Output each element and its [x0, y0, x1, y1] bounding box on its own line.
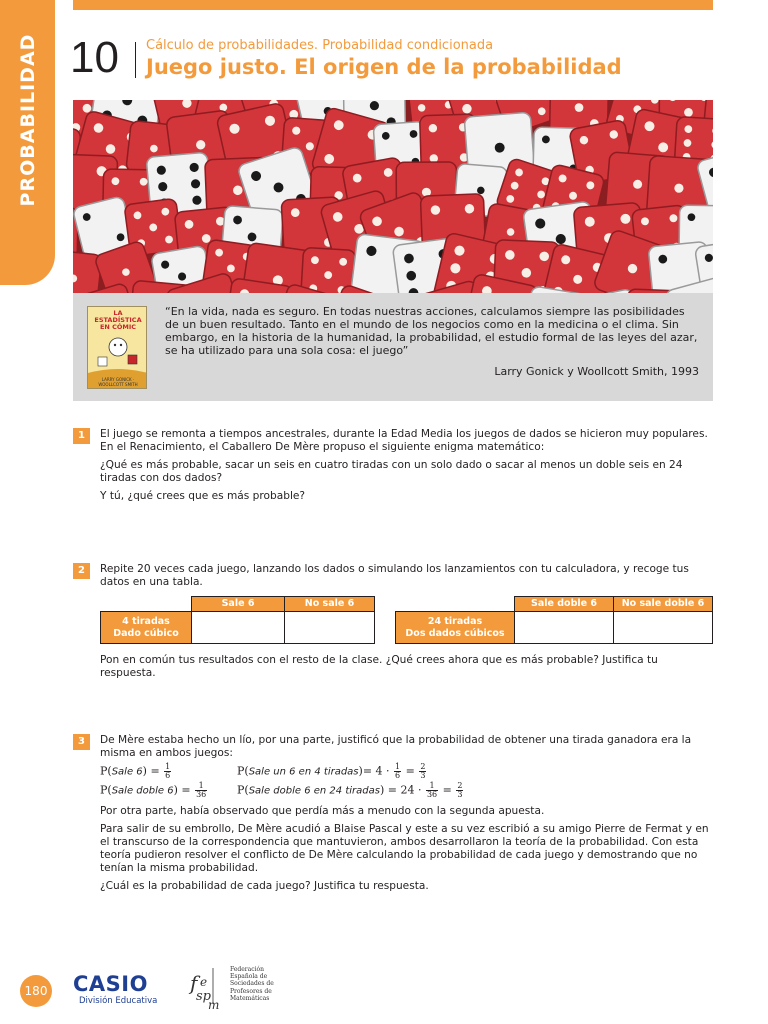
quote-author: Larry Gonick y Woollcott Smith, 1993: [494, 365, 699, 378]
results-table-one-die: [100, 596, 375, 644]
activity-3-paragraph: Para salir de su embrollo, De Mère acudió a Blaise Pascal y este a su vez escribió a su amigo Pierre de Fermat y en el transcurso de la correspondencia que mantuvieron, ambos desarrollaron la teoría de la probabilidad. Con esta teoría pudieron resolver el conflicto de De Mère calculando la probabilidad de cada juego y demostrando que no tenían la misma probabilidad.: [100, 823, 709, 874]
table-input-cell[interactable]: [192, 612, 285, 644]
book-cover-image: [87, 306, 147, 389]
activity-1-question: ¿Qué es más probable, sacar un seis en cuatro tiradas con un solo dado o sacar al menos un doble seis en 24 tiradas con dos dados?: [100, 459, 683, 484]
casio-brand: CASIO: [73, 972, 148, 996]
unit-subtitle: Cálculo de probabilidades. Probabilidad condicionada: [146, 38, 494, 53]
fraction: $\frac{1}{6}$: [395, 762, 401, 780]
fespm-name: [230, 966, 274, 1002]
activity-3-question: ¿Cuál es la probabilidad de cada juego? Justifica tu respuesta.: [100, 880, 429, 892]
section-side-tab: [0, 0, 55, 285]
book-cover-title: LA ESTADÍSTICA EN CÓMIC: [94, 309, 142, 331]
activity-2-outro-body: [100, 654, 713, 685]
fespm-logo-icon: [186, 966, 228, 1010]
book-cover-authors: LARRY GONICK · WOOLLCOTT SMITH: [98, 377, 138, 387]
svg-text:f: f: [190, 971, 198, 995]
formula-label: Sale doble 6: [111, 785, 174, 797]
top-accent-bar: [73, 0, 713, 10]
fraction: $\frac{1}{36}$: [426, 781, 438, 799]
results-table-two-dice: [395, 596, 713, 644]
formula-label: Sale un 6 en 4 tiradas: [248, 766, 359, 778]
dice-photo: [73, 100, 713, 293]
activity-number-badge: 1: [73, 428, 90, 444]
formula-sale-6: P(Sale 6) = $\frac{1}{6}$: [100, 762, 171, 780]
svg-text:m: m: [208, 998, 220, 1010]
fespm-line: Sociedades de: [230, 980, 274, 988]
table-header: Sale 6: [192, 597, 285, 612]
activity-2-outro: Pon en común tus resultados con el resto de la clase. ¿Qué crees ahora que es más probable? Justifica tu respuesta.: [100, 654, 658, 679]
fraction: $\frac{1}{6}$: [165, 762, 171, 780]
row-label-line: Dado cúbico: [113, 627, 179, 639]
table-input-cell[interactable]: [614, 612, 713, 644]
activity-1-prompt: Y tú, ¿qué crees que es más probable?: [100, 490, 306, 502]
fespm-line: Matemáticas: [230, 994, 270, 1002]
activity-1-paragraph: El juego se remonta a tiempos ancestrales, durante la Edad Media los juegos de dados se hicieron muy populares. En el Renacimiento, el Caballero De Mère propuso el siguiente enigma matemático:: [100, 428, 708, 453]
unit-number: 10: [70, 33, 119, 82]
row-label-line: 4 tiradas: [122, 615, 170, 627]
probability-formulas: [100, 763, 713, 801]
formula-label: Sale doble 6 en 24 tiradas: [248, 785, 380, 797]
activity-2-body: [100, 563, 713, 594]
fespm-line: Española de: [230, 973, 268, 981]
table-header: No sale doble 6: [614, 597, 713, 612]
fespm-line: Profesores de: [230, 987, 272, 995]
side-tab-label: PROBABILIDAD: [17, 33, 39, 207]
fraction: $\frac{2}{3}$: [457, 781, 463, 799]
table-row-label: [101, 612, 192, 644]
row-label-line: Dos dados cúbicos: [405, 627, 505, 639]
page-title: Juego justo. El origen de la probabilidad: [146, 55, 622, 79]
casio-subtitle: División Educativa: [79, 996, 158, 1006]
fraction: $\frac{1}{36}$: [196, 781, 207, 799]
header-divider: [135, 42, 136, 78]
quote-box: [73, 293, 713, 401]
table-header: No sale 6: [285, 597, 375, 612]
table-header: Sale doble 6: [515, 597, 614, 612]
fraction: $\frac{2}{3}$: [420, 762, 426, 780]
quote-text: “En la vida, nada es seguro. En todas nuestras acciones, calculamos siempre las posibilidades de un buen resultado. Tanto en el mundo de los negocios como en la medicina o el clima. Sin embargo, en la historia de la humanidad, la probabilidad, el estudio formal de las leyes del azar, se ha utilizado para una sola cosa: el juego”: [165, 305, 698, 357]
fespm-line: Federación: [230, 966, 264, 973]
table-input-cell[interactable]: [515, 612, 614, 644]
activity-number-badge: 2: [73, 563, 90, 579]
page-number: 180: [20, 975, 52, 1007]
activity-number-badge: 3: [73, 734, 90, 750]
svg-text:sp: sp: [196, 989, 211, 1004]
activity-3-body: [100, 734, 713, 898]
activity-3-intro: De Mère estaba hecho un lío, por una parte, justificó que la probabilidad de obtener una tirada ganadora era la misma en ambos juegos:: [100, 734, 692, 759]
table-row-label: [396, 612, 515, 644]
table-input-cell[interactable]: [285, 612, 375, 644]
formula-doble-6-in-24: P(Sale doble 6 en 24 tiradas) = 24 · $\frac{1}{36}$ = $\frac{2}{3}$: [237, 781, 463, 799]
casio-logo: [73, 973, 173, 1007]
activity-2-intro: Repite 20 veces cada juego, lanzando los dados o simulando los lanzamientos con tu calculadora, y recoge tus datos en una tabla.: [100, 563, 689, 588]
dice-photo-image: [73, 100, 713, 293]
row-label-line: 24 tiradas: [427, 615, 483, 627]
svg-text:e: e: [200, 975, 208, 989]
formula-label: Sale 6: [111, 766, 143, 778]
activity-3-paragraph: Por otra parte, había observado que perdía más a menudo con la segunda apuesta.: [100, 805, 545, 817]
formula-doble-6: P(Sale doble 6) = $\frac{1}{36}$: [100, 781, 207, 799]
activity-1-body: [100, 428, 713, 508]
formula-sale-6-in-4: P(Sale un 6 en 4 tiradas)= 4 · $\frac{1}{6}$ = $\frac{2}{3}$: [237, 762, 426, 780]
